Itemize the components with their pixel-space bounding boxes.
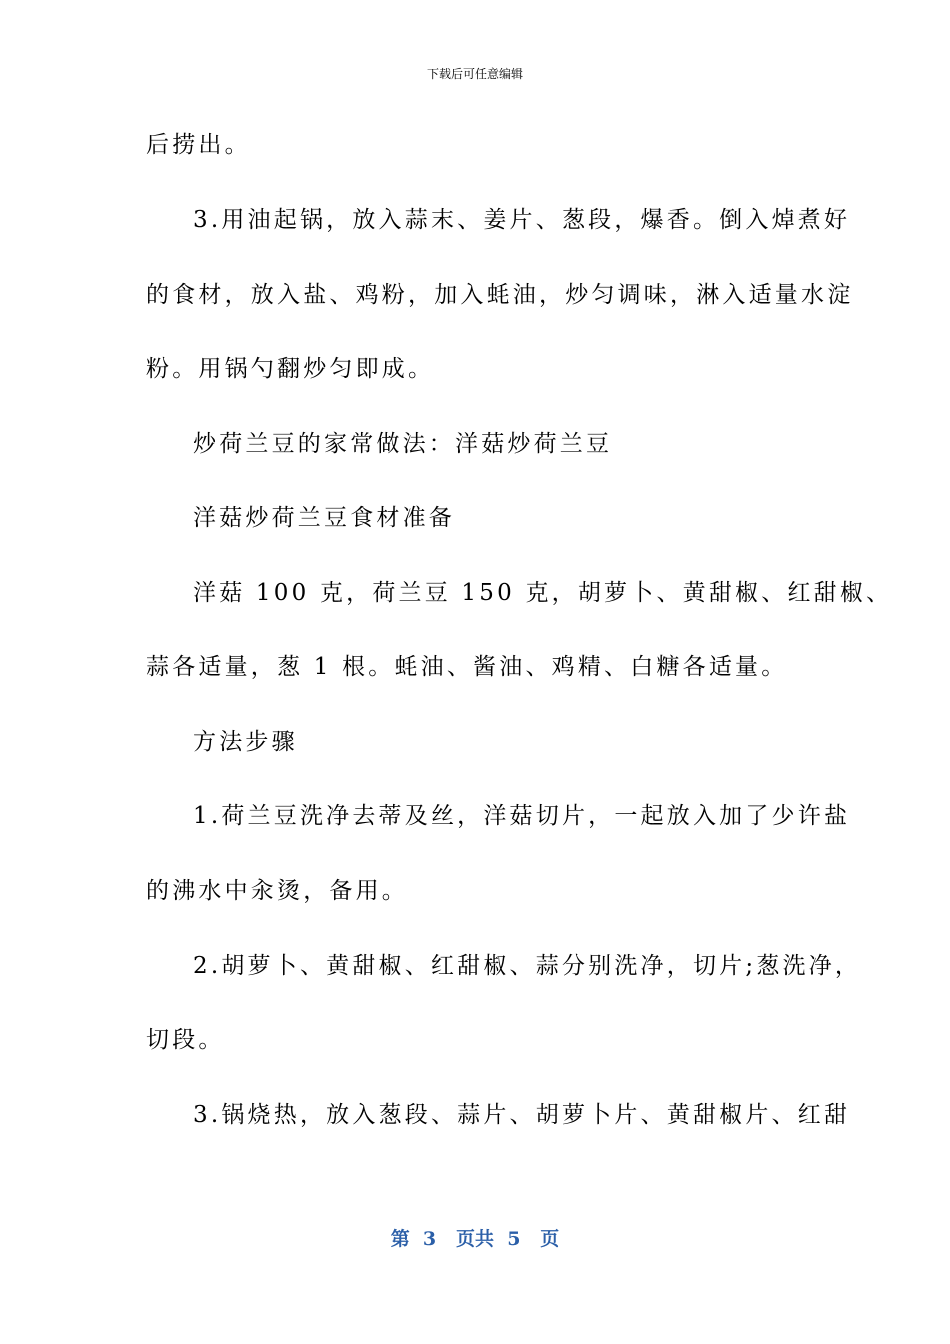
page-header: 下载后可任意编辑 (426, 67, 523, 81)
body-line: 粉。用锅勺翻炒匀即成。 (146, 356, 435, 382)
body-line: 蒜各适量，葱 1 根。蚝油、酱油、鸡精、白糖各适量。 (146, 654, 788, 680)
subsection-heading: 洋菇炒荷兰豆食材准备 (193, 505, 455, 531)
body-line: 的食材，放入盐、鸡粉，加入蚝油，炒匀调味，淋入适量水淀 (146, 282, 854, 308)
body-line: 1.荷兰豆洗净去蒂及丝，洋菇切片，一起放入加了少许盐 (193, 803, 851, 829)
body-line: 切段。 (146, 1027, 225, 1053)
body-line: 3.锅烧热，放入葱段、蒜片、胡萝卜片、黄甜椒片、红甜 (193, 1102, 851, 1128)
body-line: 3.用油起锅，放入蒜末、姜片、葱段，爆香。倒入焯煮好 (193, 207, 851, 233)
page-footer: 第 3 页共 5 页 (390, 1228, 560, 1250)
subsection-heading: 方法步骤 (193, 729, 298, 755)
body-line: 2.胡萝卜、黄甜椒、红甜椒、蒜分别洗净，切片;葱洗净， (193, 953, 862, 979)
section-heading: 炒荷兰豆的家常做法：洋菇炒荷兰豆 (193, 431, 613, 457)
body-line: 后捞出。 (146, 132, 251, 158)
body-line: 洋菇 100 克，荷兰豆 150 克，胡萝卜、黄甜椒、红甜椒、 (193, 580, 893, 606)
body-line: 的沸水中汆烫，备用。 (146, 878, 408, 904)
